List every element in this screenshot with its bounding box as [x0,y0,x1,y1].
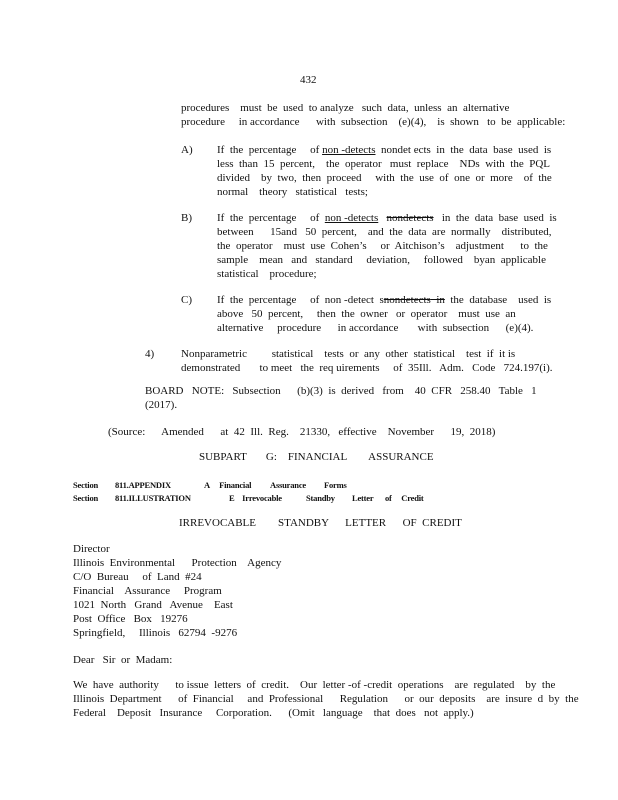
document-title: IRREVOCABLE STANDBY LETTER OF CREDIT [179,517,462,529]
address-line: Director [73,543,110,555]
item-a-line-4: normal theory statistical tests; [217,186,368,198]
address-line: 1021 North Grand Avenue East [73,599,233,611]
item-c-text: the database used is [444,294,552,306]
item-a-line-1 [217,143,551,157]
item-b-text: If the percentage of [217,212,325,224]
item-b-line-2: between 15and 50 percent, and the data are normally distributed, [217,226,552,238]
item-4-line-2: demonstrated to meet the req uirements of 35Ill. Adm. Code 724.197(i). [181,362,553,374]
subpart-heading: SUBPART G: FINANCIAL ASSURANCE [199,451,434,463]
address-line: Post Office Box 19276 [73,613,188,625]
item-a-line-2: less than 15 percent, the operator must replace NDs with the PQL [217,158,550,170]
board-note-line-1: BOARD NOTE: Subsection (b)(3) is derived from 40 CFR 258.40 Table 1 [145,385,537,397]
deleted-text: nondetects [386,212,434,224]
item-a-text: nondet ects in the data base used is [375,144,552,156]
item-c-text: If the percentage of non -detect s [217,294,384,306]
item-b-marker: B) [181,212,192,224]
item-4-marker: 4) [145,348,155,360]
section-row-1-label: Section [73,480,99,490]
intro-line-1: procedures must be used to analyze such data, unless an alternative [181,102,510,114]
section-row-1-word: Forms [324,480,347,490]
body-line-2: Illinois Department of Financial and Professional Regulation or our deposits are insure d by the [73,693,579,705]
section-row-2-part: E Irrevocable [229,493,282,503]
section-row-1-part: A Financial [204,480,252,490]
item-b-line-4: sample mean and standard deviation, followed byan applicable [217,254,546,266]
item-4-line-1: Nonparametric statistical tests or any other statistical test if it is [181,348,516,360]
item-b-line-5: statistical procedure; [217,268,317,280]
source-note: (Source: Amended at 42 Ill. Reg. 21330, effective November 19, 2018) [108,426,496,438]
inserted-text: non -detects [322,144,376,156]
inserted-text: non -detects [324,212,379,224]
item-b-line-1 [217,211,557,225]
section-row-2-label: Section [73,493,99,503]
body-line-3: Federal Deposit Insurance Corporation. (Omit language that does not apply.) [73,707,474,719]
address-line: Financial Assurance Program [73,585,222,597]
item-c-line-3: alternative procedure in accordance with subsection (e)(4). [217,322,534,334]
page-number: 432 [300,74,317,86]
section-row-2-word: Letter [352,493,374,503]
item-c-line-2: above 50 percent, then the owner or operator must use an [217,308,516,320]
body-line-1: We have authority to issue letters of credit. Our letter -of -credit operations are regulated by the [73,679,556,691]
item-c-line-1 [217,293,551,307]
address-line: C/O Bureau of Land #24 [73,571,202,583]
item-a-marker: A) [181,144,193,156]
section-row-1-number: 811.APPENDIX [115,480,171,490]
deleted-text: in [430,294,445,306]
board-note-line-2: (2017). [145,399,178,411]
salutation: Dear Sir or Madam: [73,654,173,666]
item-b-text: in the data base used is [433,212,557,224]
item-b-line-3: the operator must use Cohen’s or Aitchison’s adjustment to the [217,240,548,252]
address-line: Illinois Environmental Protection Agency [73,557,282,569]
deleted-text: nondetects [383,294,431,306]
item-a-line-3: divided by two, then proceed with the use of one or more of the [217,172,552,184]
intro-line-2: procedure in accordance with subsection (e)(4), is shown to be applicable: [181,116,566,128]
item-c-marker: C) [181,294,192,306]
section-row-1-word: Assurance [270,480,306,490]
address-line: Springfield, Illinois 62794 -9276 [73,627,238,639]
item-b-text [378,212,386,224]
section-row-2-number: 811.ILLUSTRATION [115,493,191,503]
section-row-2-word: Standby [306,493,335,503]
section-row-2-word: of Credit [385,493,424,503]
item-a-text: If the percentage of [217,144,323,156]
